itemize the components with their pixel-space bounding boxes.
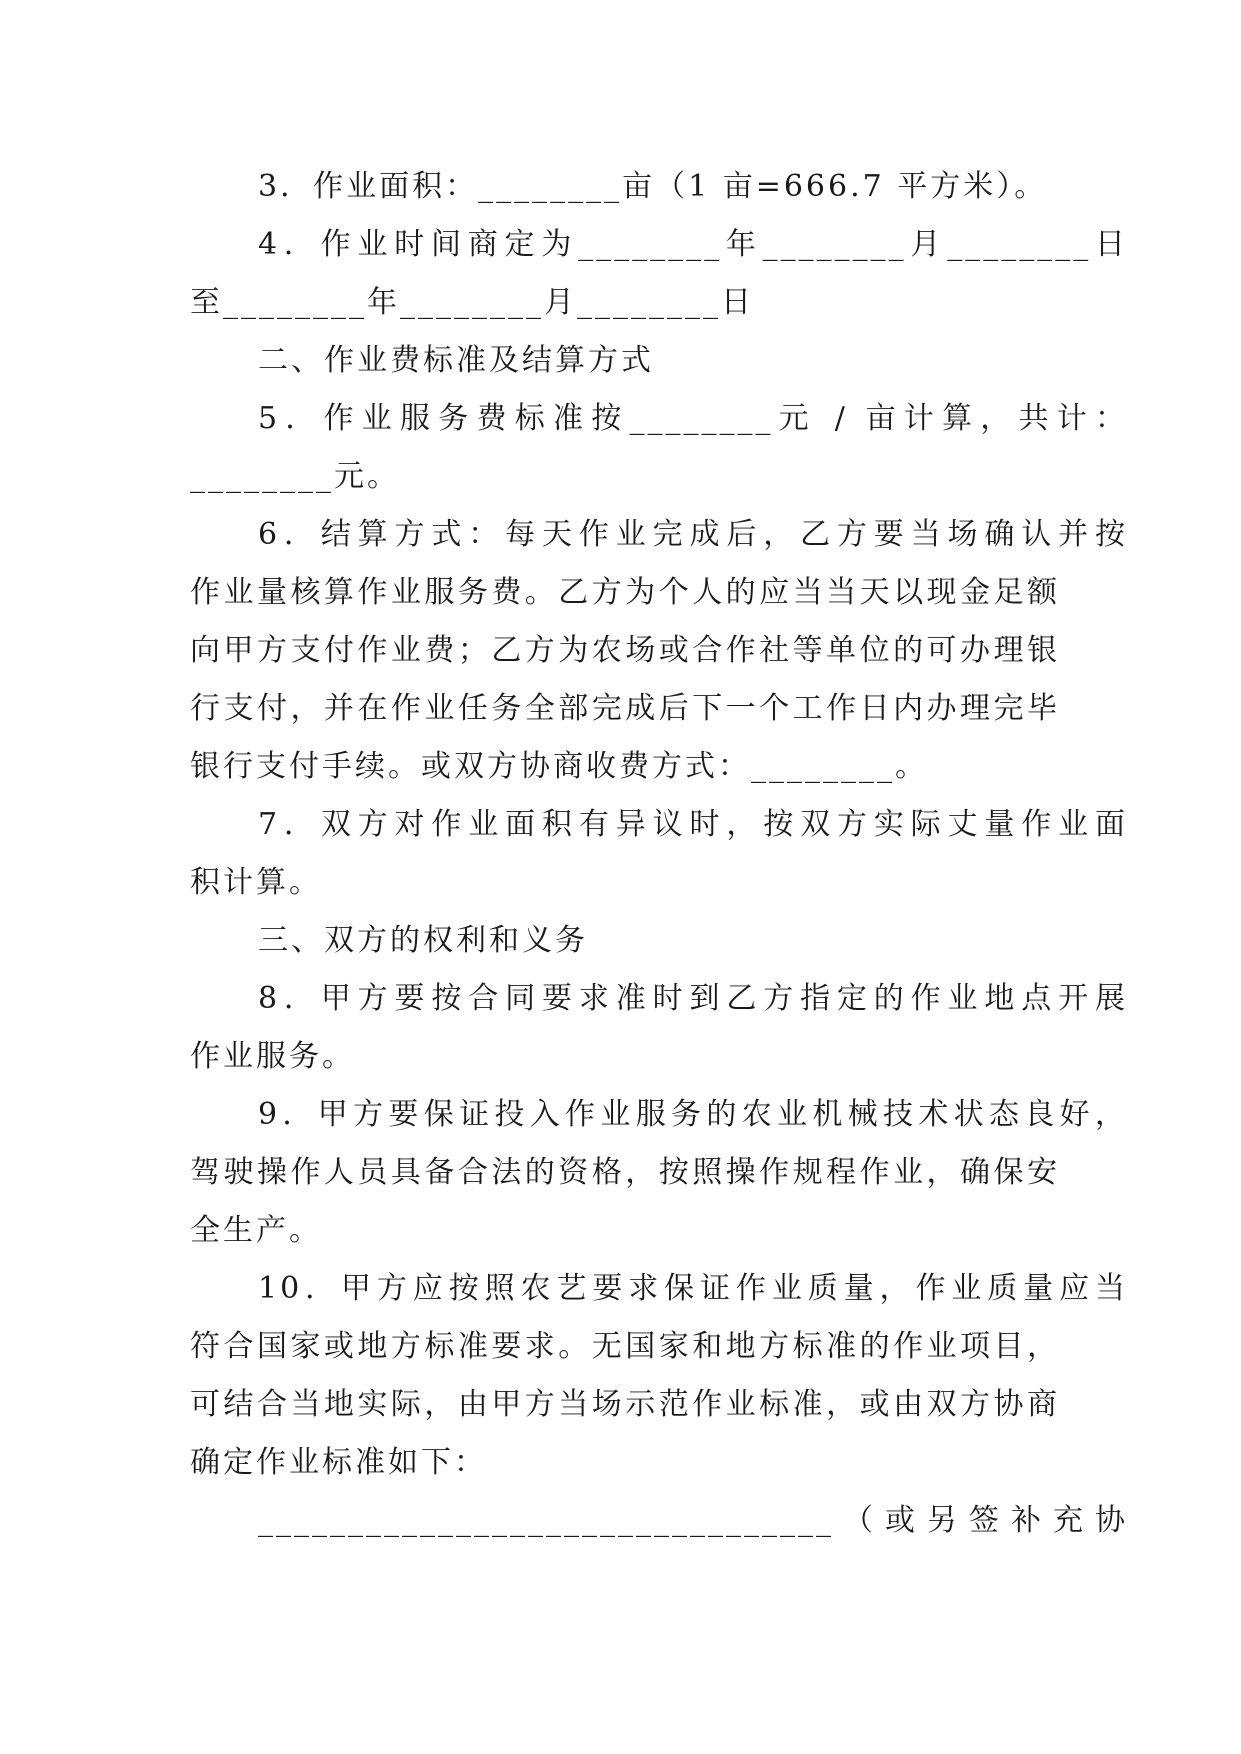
section-2-heading: 二、作业费标准及结算方式 — [258, 343, 654, 378]
section-3-heading: 三、双方的权利和义务 — [258, 923, 588, 958]
clause-10-line-1: 10．甲方应按照农艺要求保证作业质量，作业质量应当 — [258, 1271, 1128, 1306]
clause-8-line-1: 8．甲方要按合同要求准时到乙方指定的作业地点开展 — [258, 981, 1128, 1016]
clause-8-line-2: 作业服务。 — [190, 1039, 355, 1074]
clause-10-line-3: 可结合当地实际，由甲方当场示范作业标准，或由双方协商 — [190, 1387, 1060, 1422]
clause-4-line-2: 至________年________月________日 — [190, 285, 754, 320]
clause-10-line-4: 确定作业标准如下： — [190, 1445, 487, 1480]
clause-6-line-3: 向甲方支付作业费；乙方为农场或合作社等单位的可办理银 — [190, 633, 1060, 668]
clause-6-line-5: 银行支付手续。或双方协商收费方式：________。 — [190, 749, 928, 784]
clause-10-line-5: ________________________________（或另签补充协 — [258, 1503, 1128, 1538]
clause-9-line-3: 全生产。 — [190, 1213, 322, 1248]
clause-7-line-2: 积计算。 — [190, 865, 322, 900]
clause-10-line-2: 符合国家或地方标准要求。无国家和地方标准的作业项目， — [190, 1329, 1060, 1364]
clause-6-line-4: 行支付，并在作业任务全部完成后下一个工作日内办理完毕 — [190, 691, 1060, 726]
clause-3-line: 3．作业面积：________亩（1 亩=666.7 平方米）。 — [258, 169, 1048, 204]
clause-7-line-1: 7．双方对作业面积有异议时，按双方实际丈量作业面 — [258, 807, 1128, 842]
clause-9-line-1: 9．甲方要保证投入作业服务的农业机械技术状态良好， — [258, 1097, 1128, 1132]
clause-5-line-2: ________元。 — [190, 459, 400, 494]
clause-9-line-2: 驾驶操作人员具备合法的资格，按照操作规程作业，确保安 — [190, 1155, 1060, 1190]
clause-6-line-2: 作业量核算作业服务费。乙方为个人的应当当天以现金足额 — [190, 575, 1060, 610]
clause-6-line-1: 6．结算方式：每天作业完成后，乙方要当场确认并按 — [258, 517, 1128, 552]
clause-4-line-1: 4．作业时间商定为________年________月________日 — [258, 227, 1128, 262]
clause-5-line-1: 5．作业服务费标准按________元 / 亩计算，共计： — [258, 401, 1128, 436]
